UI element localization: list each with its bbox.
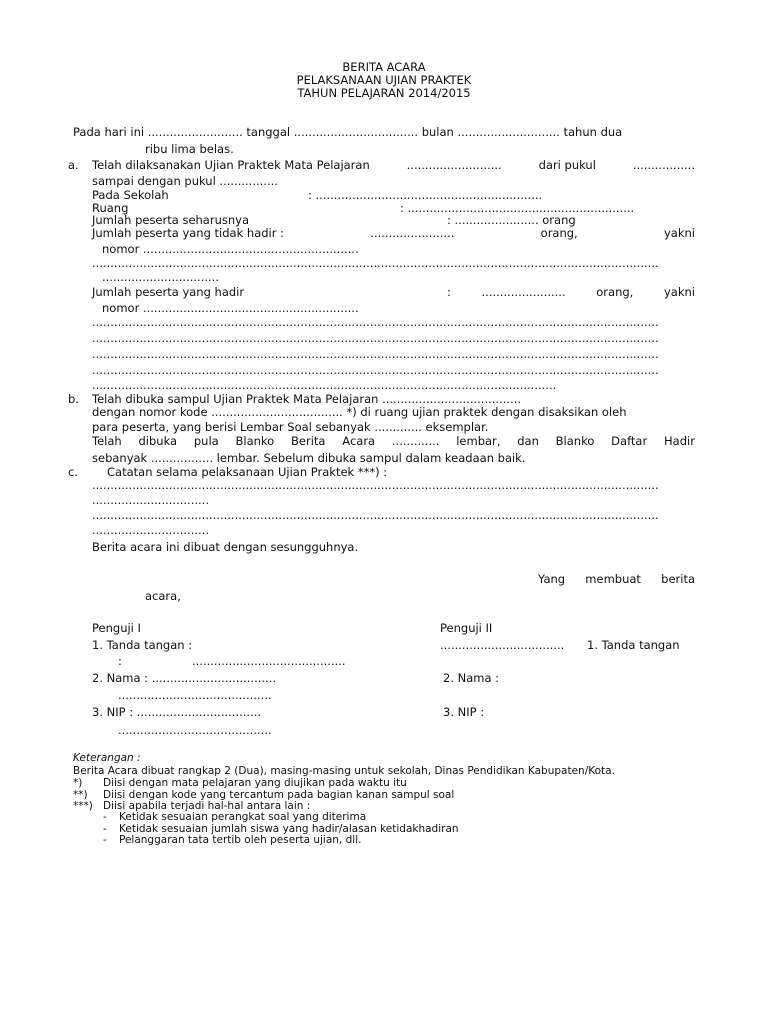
dots-line: ...........................................................................................................................................................: [92, 363, 659, 377]
section-b-line-4: Telah dibuka pula Blanko Berita Acara ............. lembar, dan Blanko Daftar Hadir: [92, 434, 695, 448]
keterangan-line-1: Berita Acara dibuat rangkap 2 (Dua), masing-masing untuk sekolah, Dinas Pendidikan Kabupaten/Kota.: [73, 765, 615, 777]
footnote-mark: *): [73, 777, 83, 789]
ttd-dots: ..........................................: [192, 654, 346, 668]
penguji-2-ttd: 1. Tanda tangan: [587, 638, 680, 652]
penguji-2-nama: 2. Nama :: [443, 671, 500, 685]
footnote-text: Diisi apabila terjadi hal-hal antara lain :: [103, 800, 311, 812]
penguji-1-nama: 2. Nama : ..................................: [92, 671, 276, 685]
section-a-line-2: sampai dengan pukul ................: [92, 174, 278, 188]
penguji-1-ttd: 1. Tanda tangan :: [92, 638, 193, 652]
maker-line-1: Yang membuat berita: [538, 572, 695, 586]
maker-line-2: acara,: [145, 589, 181, 603]
ruang-label: Ruang: [92, 201, 129, 215]
doc-subtitle: PELAKSANAAN UJIAN PRAKTEK: [296, 73, 472, 87]
dots-line-last: ...............................................................................................................................: [92, 378, 557, 392]
peserta-tidak-hadir-line: Jumlah peserta yang tidak hadir : ....................... orang, yakni: [92, 226, 695, 240]
dots-line: ...........................................................................................................................................................: [92, 331, 659, 345]
peserta-seharusnya-value: : ....................... orang: [447, 213, 576, 227]
footnote-text: Diisi dengan kode yang tercantum pada bagian kanan sampul soal: [103, 789, 455, 801]
section-a-line-1: Telah dilaksanakan Ujian Praktek Mata Pelajaran .......................... dari pukul .................: [92, 158, 695, 172]
footnote-mark: ***): [73, 800, 93, 812]
dots-line: ...........................................................................................................................................................: [92, 347, 659, 361]
penguji-2-nip: 3. NIP :: [443, 705, 485, 719]
intro-line-1: Pada hari ini .......................... tanggal .................................. bulan ............................ tahun dua: [73, 125, 623, 139]
ruang-value: : ..............................................................: [400, 201, 635, 215]
section-a-marker: a.: [68, 158, 79, 172]
dots-line: ...........................................................................................................................................................: [92, 315, 659, 329]
dots-line: ...........................................................................................................................................................: [92, 478, 659, 492]
intro-line-2: ribu lima belas.: [145, 142, 234, 156]
sekolah-label: Pada Sekolah: [92, 188, 169, 202]
nip-dots: ..........................................: [118, 723, 272, 737]
nomor-line-1: nomor ...........................................................: [102, 242, 359, 256]
penguji-2-heading: Penguji II: [440, 621, 493, 635]
list-item: Pelanggaran tata tertib oleh peserta ujian, dll.: [119, 834, 362, 846]
dots-line-short: ................................: [102, 270, 219, 284]
section-b-marker: b.: [68, 392, 79, 406]
nama-dots: ..........................................: [118, 688, 272, 702]
dots-line: ...........................................................................................................................................................: [92, 508, 659, 522]
peserta-seharusnya-label: Jumlah peserta seharusnya: [92, 213, 250, 227]
section-c-marker: c.: [68, 465, 78, 479]
sekolah-value: : ..............................................................: [308, 188, 543, 202]
dots-line-short: ................................: [92, 523, 209, 537]
doc-year: TAHUN PELAJARAN 2014/2015: [297, 86, 471, 100]
dots-line: ...........................................................................................................................................................: [92, 256, 659, 270]
penguji-2-ttd-dots: ..................................: [440, 638, 565, 652]
penguji-1-heading: Penguji I: [92, 621, 141, 635]
list-item: Ketidak sesuaian jumlah siswa yang hadir/alasan ketidakhadiran: [119, 823, 459, 835]
nomor-line-2: nomor ...........................................................: [102, 301, 359, 315]
penguji-1-nip: 3. NIP : ..................................: [92, 705, 262, 719]
section-c-line-1: Catatan selama pelaksanaan Ujian Praktek ***) :: [107, 465, 388, 479]
list-item: Ketidak sesuaian perangkat soal yang diterima: [119, 811, 367, 823]
bullet-dash: -: [103, 811, 107, 823]
section-b-line-5: sebanyak ................. lembar. Sebelum dibuka sampul dalam keadaan baik.: [92, 451, 526, 465]
ttd-colon: :: [118, 654, 122, 668]
dots-line-short: ................................: [92, 493, 209, 507]
peserta-hadir-label: Jumlah peserta yang hadir: [92, 285, 245, 299]
section-b-line-2: dengan nomor kode .................................... *) di ruang ujian praktek dengan disaksikan oleh: [92, 405, 627, 419]
bullet-dash: -: [103, 834, 107, 846]
closing-statement: Berita acara ini dibuat dengan sesungguhnya.: [92, 540, 359, 554]
footnote-text: Diisi dengan mata pelajaran yang diujikan pada waktu itu: [103, 777, 407, 789]
bullet-dash: -: [103, 823, 107, 835]
peserta-hadir-values: : ....................... orang, yakni: [447, 285, 695, 299]
section-b-line-3: para peserta, yang berisi Lembar Soal sebanyak ............. eksemplar.: [92, 420, 489, 434]
keterangan-title: Keterangan :: [73, 752, 141, 764]
footnote-mark: **): [73, 789, 88, 801]
section-b-line-1: Telah dibuka sampul Ujian Praktek Mata Pelajaran ......................................: [92, 392, 522, 406]
doc-title: BERITA ACARA: [342, 60, 426, 74]
